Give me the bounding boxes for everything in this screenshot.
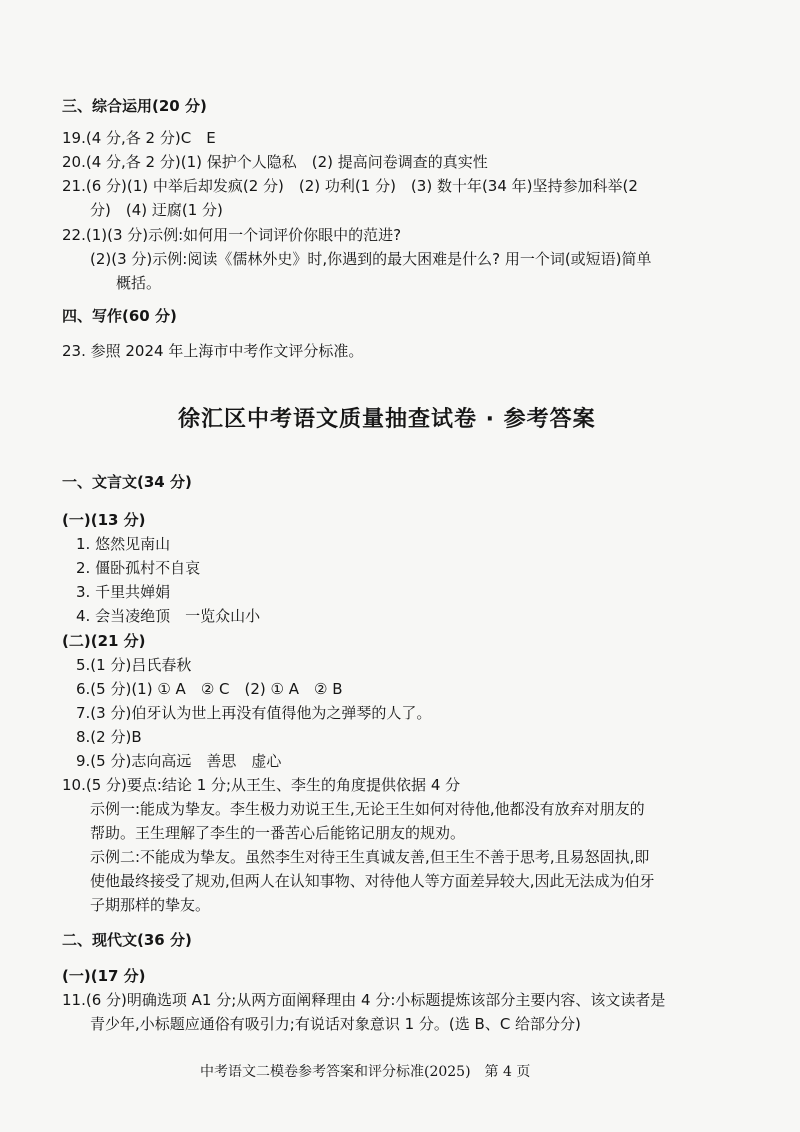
answer-22: 22.(1)(3 分)示例:如何用一个词评价你眼中的范进?: [62, 226, 402, 244]
answer-19: 19.(4 分,各 2 分)C E: [62, 129, 216, 147]
answer-11-cont: 青少年,小标题应通俗有吸引力;有说话对象意识 1 分。(选 B、C 给部分分): [90, 1015, 581, 1033]
example-2-cont-1: 使他最终接受了规劝,但两人在认知事物、对待他人等方面差异较大,因此无法成为伯牙: [90, 872, 655, 890]
example-1: 示例一:能成为挚友。李生极力劝说王生,无论王生如何对待他,他都没有放弃对朋友的: [90, 800, 645, 818]
page-footer: 中考语文二模卷参考答案和评分标准(2025) 第 4 页: [200, 1064, 531, 1080]
answer-22-2-cont: 概括。: [116, 274, 162, 292]
subsection-2-1: (一)(17 分): [62, 967, 146, 985]
answer-6: 6.(5 分)(1) ① A ② C (2) ① A ② B: [76, 680, 343, 698]
answer-11: 11.(6 分)明确选项 A1 分;从两方面阐释理由 4 分:小标题提炼该部分主要内容、该文读者是: [62, 991, 666, 1009]
answer-20: 20.(4 分,各 2 分)(1) 保护个人隐私 (2) 提高问卷调查的真实性: [62, 153, 488, 171]
section-heading-2: 二、现代文(36 分): [62, 931, 192, 949]
section-heading-4: 四、写作(60 分): [62, 307, 177, 325]
example-2-cont-2: 子期那样的挚友。: [90, 896, 211, 914]
answer-1: 1. 悠然见南山: [76, 535, 171, 553]
answer-9: 9.(5 分)志向高远 善思 虚心: [76, 752, 282, 770]
answer-3: 3. 千里共婵娟: [76, 583, 171, 601]
answer-2: 2. 僵卧孤村不自哀: [76, 559, 201, 577]
example-1-cont: 帮助。王生理解了李生的一番苦心后能铭记朋友的规劝。: [90, 824, 466, 842]
answer-21: 21.(6 分)(1) 中举后却发疯(2 分) (2) 功利(1 分) (3) 数十年(34 年)坚持参加科举(2: [62, 177, 638, 195]
page-title: 徐汇区中考语文质量抽查试卷 · 参考答案: [178, 407, 596, 432]
example-2: 示例二:不能成为挚友。虽然李生对待王生真诚友善,但王生不善于思考,且易怒固执,即: [90, 848, 650, 866]
section-heading-3: 三、综合运用(20 分): [62, 97, 207, 115]
subsection-1-2: (二)(21 分): [62, 632, 146, 650]
answer-23: 23. 参照 2024 年上海市中考作文评分标准。: [62, 342, 364, 360]
answer-5: 5.(1 分)吕氏春秋: [76, 656, 192, 674]
answer-7: 7.(3 分)伯牙认为世上再没有值得他为之弹琴的人了。: [76, 704, 432, 722]
answer-4: 4. 会当凌绝顶 一览众山小: [76, 607, 261, 625]
answer-22-2: (2)(3 分)示例:阅读《儒林外史》时,你遇到的最大困难是什么? 用一个词(或短语)简单: [90, 250, 652, 268]
subsection-1-1: (一)(13 分): [62, 511, 146, 529]
section-heading-1: 一、文言文(34 分): [62, 473, 192, 491]
answer-8: 8.(2 分)B: [76, 728, 142, 746]
answer-21-cont: 分) (4) 迂腐(1 分): [90, 201, 223, 219]
answer-10: 10.(5 分)要点:结论 1 分;从王生、李生的角度提供依据 4 分: [62, 776, 461, 794]
